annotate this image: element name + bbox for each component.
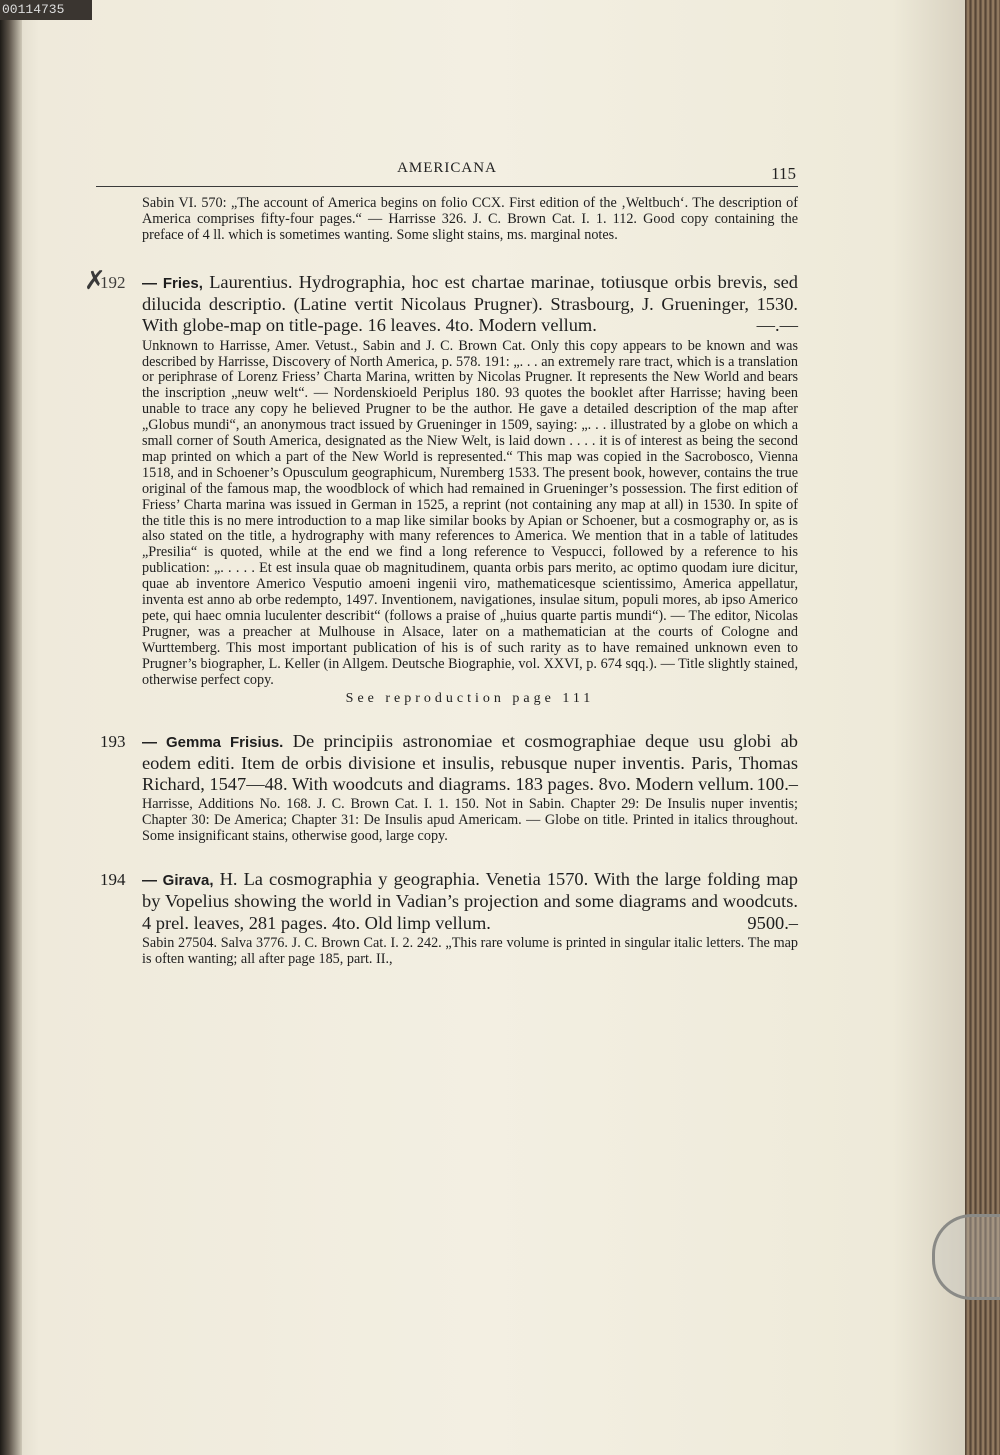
page-number: 115 <box>771 164 796 183</box>
entry-number: 194 <box>100 870 126 890</box>
entry-author: — Gemma Frisius. <box>142 733 284 751</box>
page-header <box>96 158 798 187</box>
entry-title: H. La cosmographia y geographia. Venetia 1570. With the large folding map by Vopelius showing the world in Vadian’s projection and some diagrams and woodcuts. 4 prel. leaves, 281 pages. 4to. Old limp vellum. <box>142 869 798 933</box>
entry-number: 193 <box>100 731 126 751</box>
entry-note: Unknown to Harrisse, Amer. Vetust., Sabin and J. C. Brown Cat. Only this copy appears to be known and was described by Harrisse, Discovery of North America, p. 578. 191: „. . . an extremely rare tract, which is a translation or periphrase of Lorenz Friess’ Charta Marina, written by Nicolas Prugner. It represents the New World and bears the inscription „neuw welt“. — Nordenskioeld Periplus 180. 93 quotes the booklet after Harrisse; having been unable to trace any copy he believed Prugner to be the author. He gave a detailed description of the map after „Globus mundi“, an anonymous tract issued by Grueninger in 1509, saying: „. . . illustrated by a globe on which a small corner of South America, designated as the Niew Welt, is laid down . . . . it is of interest as being the second map printed on which a part of the New World is represented.“ This map was copied in the Sacrobosco, Vienna 1518, and in Schoener’s Opusculum geographicum, Nuremberg 1533. The present book, however, contains the true original of the famous map, the woodblock of which had remained in Grueninger’s possession. The first edition of Friess’ Charta marina was issued in German in 1525, a reprint (not containing any map at all) in 1530. In spite of the title this is no mere introduction to a map like similar books by Apian or Schoener, but a cosmography or, as is also stated on the title, a hydrography with many references to America. We mention that in a table of latitudes „Presilia“ is quoted, while at the end we find a long reference to Vespucci, followed by a reference to his publication: „. . . . . Et est insula quae ob magnitudinem, quanta orbis pars merito, ac optimo quodam iure dicitur, quae ab inventore Americo Vesputio amoeni ingenii viro, mathematicesque scientissimo, America appellatur, inventa est anno ab orbe redempto, 1497. Inventionem, navigationes, insulae situm, populi mores, ab ipso Americo pete, qui haec omnia luculenter describit“ (follows a praise of „huius quarte partis mundi“). — The editor, Nicolas Prugner, was a preacher at Mulhouse in Alsace, later on a mathematician at the courts of Cologne and Wurttemberg. This most important publication of his is of such rarity as to have remained unknown even to Prugner’s biographer, L. Keller (in Allgem. Deutsche Biographie, vol. XXVI, p. 674 sqq.). — Title slightly stained, otherwise perfect copy. <box>142 337 798 688</box>
entry-title: Laurentius. Hydrographia, hoc est chartae marinae, totiusque orbis brevis, sed dilucida descriptio. (Latine vertit Nicolaus Prugner). Strasbourg, J. Grueninger, 1530. With globe-map on title-page. 16 leaves. 4to. Modern vellum. <box>142 271 798 336</box>
paper-clip <box>932 1214 1000 1300</box>
entry-note: Harrisse, Additions No. 168. J. C. Brown Cat. I. 1. 150. Not in Sabin. Chapter 29: De Insulis nuper inventis; Chapter 30: De America; Chapter 31: De Insulis apud Americam. — Globe on title. Printed in italics throughout. Some insignificant stains, otherwise good, large copy. <box>142 796 798 845</box>
catalogue-entry-194 <box>96 869 798 934</box>
catalogue-entry-193 <box>96 731 798 796</box>
entry-price: 100.– <box>756 774 798 795</box>
page-gutter <box>0 0 22 1455</box>
entry-author: — Girava, <box>142 872 214 890</box>
entry-number: 192 <box>100 272 126 292</box>
entry-note: Sabin 27504. Salva 3776. J. C. Brown Cat. I. 2. 242. „This rare volume is printed in singular italic letters. The map is often wanting; all after page 185, part. II., <box>142 935 798 967</box>
page-content <box>84 195 798 968</box>
running-head: AMERICANA <box>397 160 497 176</box>
entry-title: De principiis astronomiae et cosmographiae deque usu globi ab eodem editi. Item de orbis divisione et insulis, rebusque nuper inventis. Paris, Thomas Richard, 1547—48. With woodcuts and diagrams. 183 pages. 8vo. Modern vellum. <box>142 730 798 795</box>
entry-author: — Fries, <box>142 274 203 292</box>
scan-stamp: 00114735 <box>0 0 92 20</box>
catalogue-entry-192 <box>84 265 798 337</box>
entry-price: —.— <box>756 315 798 336</box>
see-reference: See reproduction page 111 <box>345 690 595 706</box>
entry-price: 9500.– <box>747 912 798 933</box>
handwritten-cross-mark: ✗ <box>84 265 106 296</box>
continuation-note: Sabin VI. 570: „The account of America begins on folio CCX. First edition of the ‚Weltbuch‘. The description of America comprises fifty-four pages.“ — Harrisse 326. J. C. Brown Cat. I. 1. 112. Good copy containing the preface of 4 ll. which is sometimes wanting. Some slight stains, ms. marginal notes. <box>142 195 798 243</box>
